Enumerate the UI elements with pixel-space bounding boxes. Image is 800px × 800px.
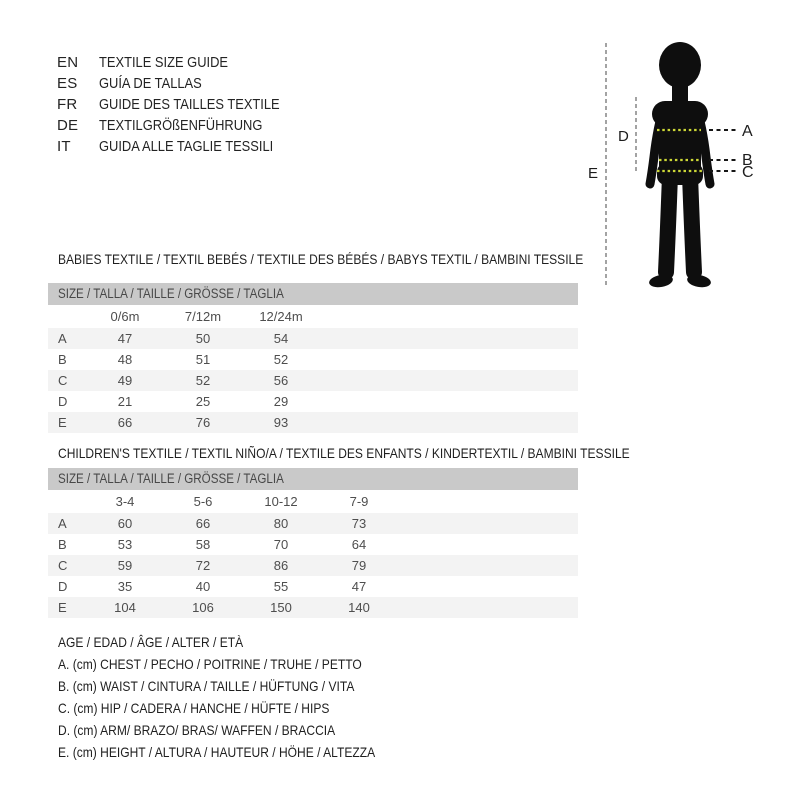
- language-title: TEXTILGRÖßENFÜHRUNG: [99, 117, 263, 134]
- table-row: [48, 534, 578, 555]
- size-value: 150: [270, 600, 292, 615]
- legend-text: B. (cm) WAIST / CINTURA / TAILLE / HÜFTUNG / VITA: [58, 678, 355, 694]
- size-value: 70: [273, 537, 289, 552]
- measure-label-b: B: [742, 152, 753, 169]
- column-header: 12/24m: [259, 309, 303, 324]
- babies-table-title: [58, 252, 669, 266]
- language-code: EN: [57, 54, 79, 71]
- size-value: 40: [195, 579, 211, 594]
- language-title: GUIDA ALLE TAGLIE TESSILI: [99, 138, 274, 155]
- column-header: 0/6m: [110, 309, 140, 324]
- size-value: 72: [195, 558, 211, 573]
- childrens-table-title: [58, 446, 723, 460]
- row-label: E: [58, 415, 67, 430]
- size-value: 59: [117, 558, 133, 573]
- table-row: [48, 412, 578, 433]
- column-header: 10-12: [264, 494, 298, 509]
- column-header: 3-4: [115, 494, 135, 509]
- babies-table-title-text: BABIES TEXTILE / TEXTIL BEBÉS / TEXTILE DES BÉBÉS / BABYS TEXTIL / BAMBINI TESSILE: [58, 251, 584, 267]
- legend-text: C. (cm) HIP / CADERA / HANCHE / HÜFTE / HIPS: [58, 700, 330, 716]
- language-code: DE: [57, 117, 79, 134]
- size-value: 21: [117, 394, 133, 409]
- language-title: GUÍA DE TALLAS: [99, 75, 202, 92]
- row-label: B: [58, 352, 67, 367]
- column-header: 7-9: [349, 494, 369, 509]
- size-value: 66: [117, 415, 133, 430]
- table-row: [48, 555, 578, 576]
- size-value: 104: [114, 600, 136, 615]
- size-value: 52: [195, 373, 211, 388]
- measure-label-d: D: [618, 128, 629, 145]
- legend-line: [58, 719, 427, 741]
- size-value: 64: [351, 537, 367, 552]
- size-value: 48: [117, 352, 133, 367]
- legend-line: [58, 741, 427, 763]
- size-header-text: SIZE / TALLA / TAILLE / GRÖSSE / TAGLIA: [58, 471, 284, 486]
- language-title: TEXTILE SIZE GUIDE: [99, 54, 229, 71]
- size-header-row: [48, 468, 578, 490]
- table-row: [48, 513, 578, 534]
- size-value: 49: [117, 373, 133, 388]
- language-row: [57, 115, 309, 136]
- language-row: [57, 73, 309, 94]
- row-label: D: [58, 394, 68, 409]
- size-value: 79: [351, 558, 367, 573]
- size-value: 56: [273, 373, 289, 388]
- size-value: 53: [117, 537, 133, 552]
- table-row: [48, 328, 578, 349]
- table-row: [48, 349, 578, 370]
- size-value: 50: [195, 331, 211, 346]
- language-code: IT: [57, 138, 71, 155]
- size-value: 140: [348, 600, 370, 615]
- legend-text: AGE / EDAD / ÂGE / ALTER / ETÀ: [58, 634, 244, 650]
- column-header-row: [48, 305, 578, 328]
- silhouette-neck: [672, 77, 688, 105]
- column-header-row: [48, 490, 578, 513]
- row-label: C: [58, 373, 68, 388]
- row-label: C: [58, 558, 68, 573]
- size-value: 54: [273, 331, 289, 346]
- size-value: 73: [351, 516, 367, 531]
- measure-label-e: E: [588, 165, 599, 182]
- row-label-spacer: [48, 490, 86, 513]
- row-label: A: [58, 516, 67, 531]
- measurement-legend: [58, 631, 427, 763]
- size-value: 25: [195, 394, 211, 409]
- size-value: 80: [273, 516, 289, 531]
- silhouette-right-leg: [690, 175, 694, 272]
- size-value: 47: [117, 331, 133, 346]
- size-value: 51: [195, 352, 211, 367]
- measure-label-a: A: [742, 123, 753, 140]
- language-code: FR: [57, 96, 78, 113]
- language-title: GUIDE DES TAILLES TEXTILE: [99, 96, 280, 113]
- measure-label-c: C: [742, 164, 754, 181]
- legend-line: [58, 653, 427, 675]
- size-header-row: [48, 283, 578, 305]
- legend-text: E. (cm) HEIGHT / ALTURA / HAUTEUR / HÖHE / ALTEZZA: [58, 744, 376, 760]
- language-row: [57, 94, 309, 115]
- legend-line: [58, 697, 427, 719]
- childrens-size-table: [48, 468, 578, 618]
- row-label: B: [58, 537, 67, 552]
- column-header: 7/12m: [184, 309, 222, 324]
- size-value: 47: [351, 579, 367, 594]
- babies-size-table: [48, 283, 578, 433]
- size-value: 35: [117, 579, 133, 594]
- size-value: 55: [273, 579, 289, 594]
- row-label-spacer: [48, 305, 86, 328]
- size-value: 76: [195, 415, 211, 430]
- size-value: 52: [273, 352, 289, 367]
- language-code: ES: [57, 75, 78, 92]
- size-value: 106: [192, 600, 214, 615]
- table-row: [48, 576, 578, 597]
- size-value: 60: [117, 516, 133, 531]
- size-header-text: SIZE / TALLA / TAILLE / GRÖSSE / TAGLIA: [58, 286, 284, 301]
- row-label: D: [58, 579, 68, 594]
- table-row: [48, 597, 578, 618]
- legend-line: [58, 675, 427, 697]
- legend-line: [58, 631, 427, 653]
- row-label: E: [58, 600, 67, 615]
- legend-text: D. (cm) ARM/ BRAZO/ BRAS/ WAFFEN / BRACCIA: [58, 722, 336, 738]
- language-row: [57, 136, 309, 157]
- childrens-table-title-text: CHILDREN'S TEXTILE / TEXTIL NIÑO/A / TEXTILE DES ENFANTS / KINDERTEXTIL / BAMBINI TESSILE: [58, 445, 630, 461]
- column-header: 5-6: [193, 494, 213, 509]
- size-value: 86: [273, 558, 289, 573]
- legend-text: A. (cm) CHEST / PECHO / POITRINE / TRUHE / PETTO: [58, 656, 362, 672]
- language-row: [57, 52, 309, 73]
- language-title-list: [57, 52, 309, 157]
- row-label: A: [58, 331, 67, 346]
- table-row: [48, 370, 578, 391]
- size-value: 58: [195, 537, 211, 552]
- size-value: 66: [195, 516, 211, 531]
- size-value: 29: [273, 394, 289, 409]
- size-value: 93: [273, 415, 289, 430]
- table-row: [48, 391, 578, 412]
